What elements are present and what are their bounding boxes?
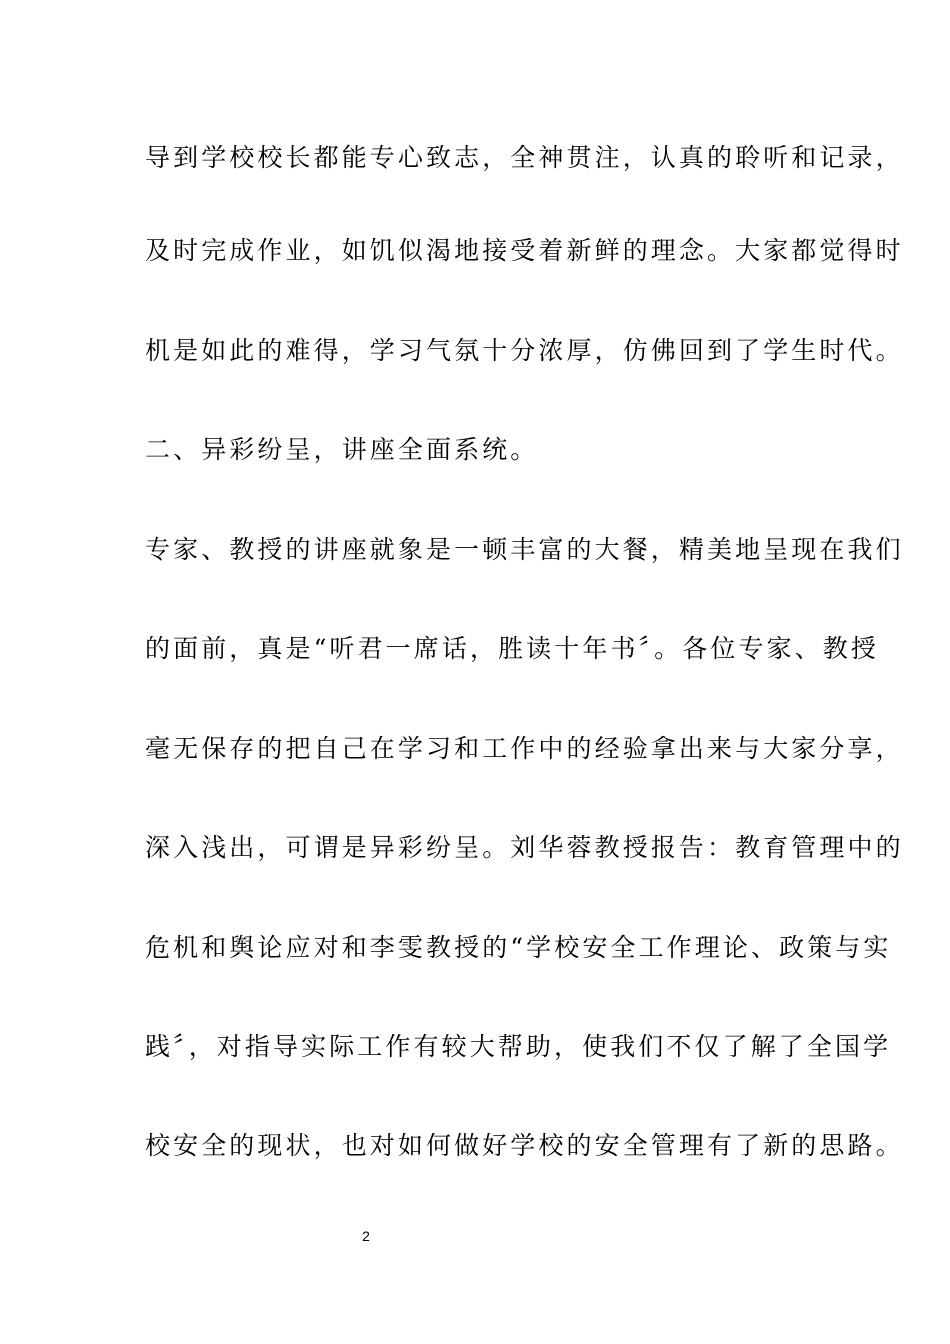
paragraph-line: 毫无保存的把自己在学习和工作中的经验拿出来与大家分享， (145, 734, 904, 763)
paragraph-line: 深入浅出，可谓是异彩纷呈。刘华蓉教授报告：教育管理中的 (145, 833, 904, 862)
paragraph-line: 校安全的现状，也对如何做好学校的安全管理有了新的思路。 (145, 1131, 904, 1160)
paragraph-line: 导到学校校长都能专心致志，全神贯注，认真的聆听和记录， (145, 143, 904, 172)
section-heading: 二、异彩纷呈，讲座全面系统。 (145, 435, 539, 464)
paragraph-line: 专家、教授的讲座就象是一顿丰富的大餐，精美地呈现在我们 (145, 535, 904, 564)
paragraph-line: 及时完成作业，如饥似渴地接受着新鲜的理念。大家都觉得时 (145, 236, 904, 265)
page-number: 2 (362, 1228, 370, 1244)
paragraph-line: 的面前，真是“听君一席话，胜读十年书〞。各位专家、教授 (145, 634, 879, 663)
paragraph-line: 机是如此的难得，学习气氛十分浓厚，仿佛回到了学生时代。 (145, 336, 904, 365)
paragraph-line: 践〞，对指导实际工作有较大帮助，使我们不仅了解了全国学 (145, 1032, 892, 1061)
paragraph-line: 危机和舆论应对和李雯教授的“学校安全工作理论、政策与实 (145, 933, 892, 962)
